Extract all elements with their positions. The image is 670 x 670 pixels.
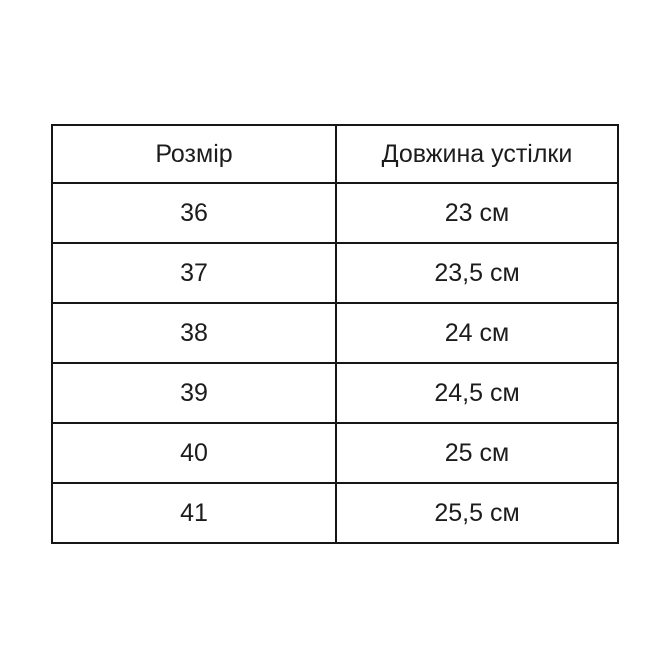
size-cell: 41 bbox=[52, 483, 336, 543]
size-chart-container bbox=[51, 124, 619, 544]
table-row bbox=[52, 183, 618, 243]
table-row bbox=[52, 483, 618, 543]
size-cell: 38 bbox=[52, 303, 336, 363]
size-cell: 37 bbox=[52, 243, 336, 303]
size-chart-table bbox=[51, 124, 619, 544]
length-cell: 23 см bbox=[336, 183, 618, 243]
table-row bbox=[52, 243, 618, 303]
table-row bbox=[52, 363, 618, 423]
table-row bbox=[52, 423, 618, 483]
length-cell: 23,5 см bbox=[336, 243, 618, 303]
column-header-insole-length: Довжина устілки bbox=[336, 125, 618, 183]
length-cell: 25 см bbox=[336, 423, 618, 483]
length-cell: 25,5 см bbox=[336, 483, 618, 543]
table-row bbox=[52, 303, 618, 363]
length-cell: 24 см bbox=[336, 303, 618, 363]
table-header-row bbox=[52, 125, 618, 183]
size-cell: 36 bbox=[52, 183, 336, 243]
length-cell: 24,5 см bbox=[336, 363, 618, 423]
size-cell: 39 bbox=[52, 363, 336, 423]
column-header-size: Розмір bbox=[52, 125, 336, 183]
size-cell: 40 bbox=[52, 423, 336, 483]
